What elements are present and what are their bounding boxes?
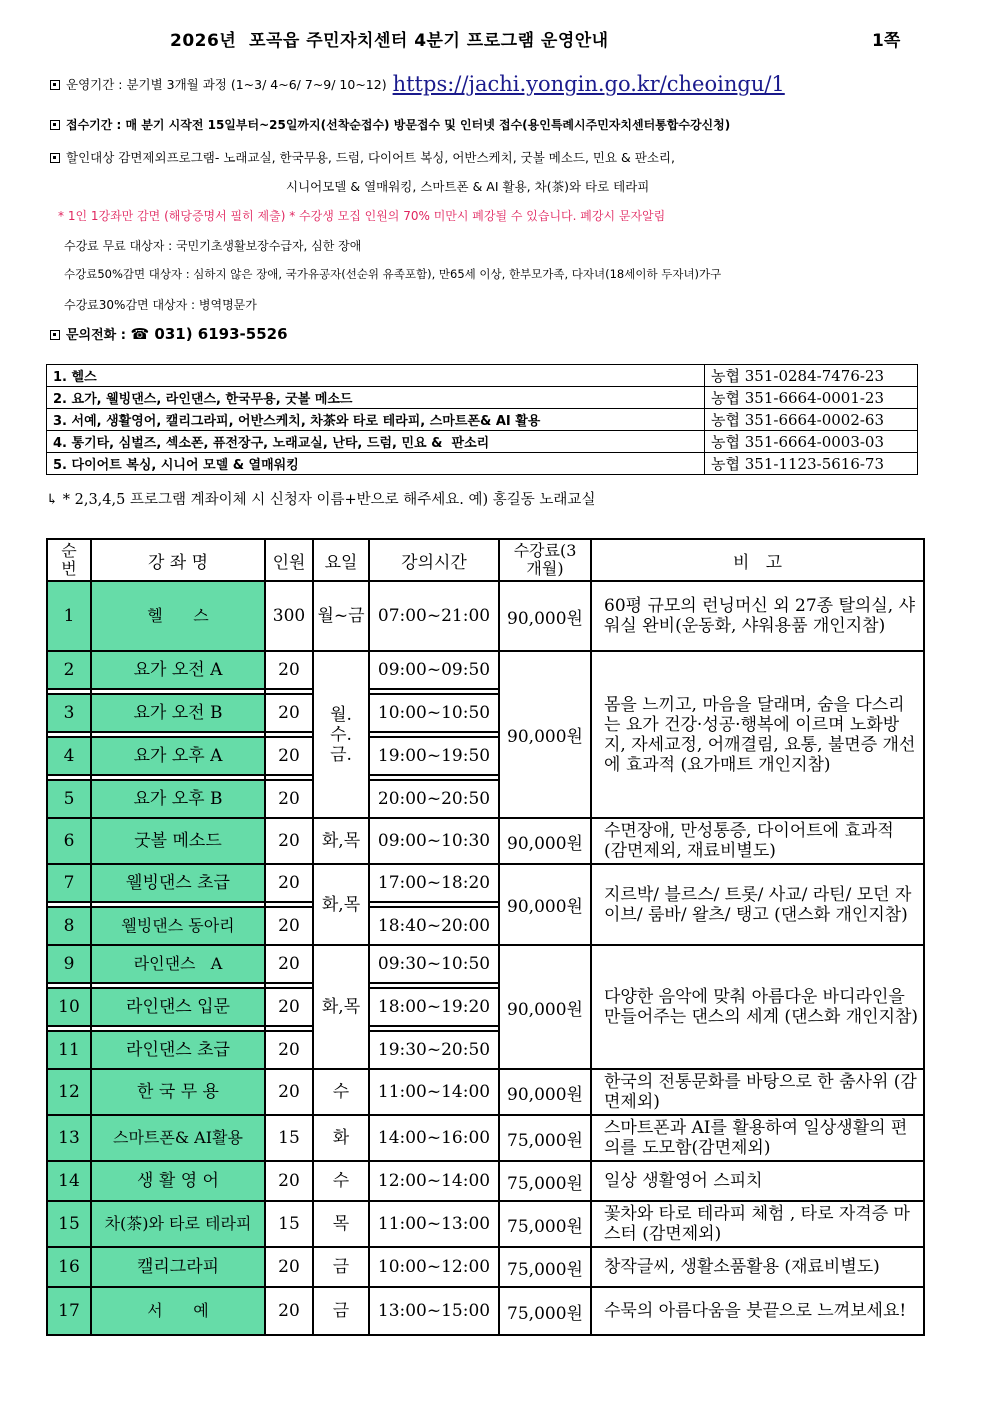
cell-day bbox=[313, 1069, 369, 1115]
thirty-discount-eligibility: 수강료30%감면 대상자 : 병역명문가 bbox=[64, 298, 257, 312]
cell-name bbox=[91, 581, 265, 651]
table-row bbox=[47, 1287, 924, 1335]
info-reception: 접수기간 : 매 분기 시작전 15일부터~25일까지(선착순접수) 방문접수 및 인터넷 접수(용인특례시주민자치센터통합수강신청) bbox=[66, 118, 731, 132]
program-name: 생 활 영 어 bbox=[137, 1171, 219, 1191]
cell-time: 11:00~13:00 bbox=[369, 1201, 499, 1247]
day-text: 화,목 bbox=[321, 894, 361, 915]
cell-remark: 60평 규모의 런닝머신 외 27종 탈의실, 샤워실 완비(운동화, 샤워용품 개인지참) bbox=[591, 581, 924, 651]
cell-name bbox=[91, 945, 265, 983]
cell-name bbox=[91, 1115, 265, 1161]
cell-name bbox=[91, 780, 265, 818]
header-name: 강 좌 명 bbox=[91, 539, 265, 581]
cell-remark: 스마트폰과 AI를 활용하여 일상생활의 편의를 도모함(감면제외) bbox=[591, 1115, 924, 1161]
bank-row bbox=[47, 453, 918, 475]
cell-remark: 창작글씨, 생활소품활용 (재료비별도) bbox=[591, 1247, 924, 1287]
cell-fee: 75,000원 bbox=[499, 1201, 591, 1247]
cell-capacity: 20 bbox=[265, 988, 313, 1026]
program-name: 라인댄스 입문 bbox=[126, 997, 230, 1017]
bank-account-number: 농협 351-6664-0002-63 bbox=[705, 409, 918, 431]
table-row bbox=[47, 864, 924, 902]
table-header-row bbox=[47, 539, 924, 581]
cell-capacity: 20 bbox=[265, 818, 313, 864]
table-row bbox=[47, 1201, 924, 1247]
table-row bbox=[47, 945, 924, 983]
cell-time: 19:30~20:50 bbox=[369, 1031, 499, 1069]
day-text: 월.수.금. bbox=[330, 704, 352, 765]
cell-capacity: 15 bbox=[265, 1115, 313, 1161]
cell-fee: 75,000원 bbox=[499, 1161, 591, 1201]
cell-no: 3 bbox=[47, 694, 91, 732]
cell-no: 17 bbox=[47, 1287, 91, 1335]
cell-remark: 일상 생활영어 스피치 bbox=[591, 1161, 924, 1201]
day-text: 화,목 bbox=[321, 997, 361, 1017]
cell-capacity: 15 bbox=[265, 1201, 313, 1247]
program-name: 요가 오후 A bbox=[133, 746, 223, 766]
cell-time: 07:00~21:00 bbox=[369, 581, 499, 651]
cell-capacity: 20 bbox=[265, 1161, 313, 1201]
cell-name bbox=[91, 1201, 265, 1247]
cell-no: 15 bbox=[47, 1201, 91, 1247]
cell-name bbox=[91, 818, 265, 864]
program-name: 요가 오전 A bbox=[133, 660, 223, 680]
cell-capacity: 20 bbox=[265, 945, 313, 983]
transfer-note: ↳ * 2,3,4,5 프로그램 계좌이체 시 신청자 이름+반으로 해주세요. 예) 홍길동 노래교실 bbox=[46, 492, 596, 508]
cell-capacity: 20 bbox=[265, 907, 313, 945]
day-text: 화,목 bbox=[321, 831, 361, 851]
cell-fee: 75,000원 bbox=[499, 1247, 591, 1287]
bank-programs: 1. 헬스 bbox=[47, 365, 705, 387]
cell-capacity: 20 bbox=[265, 737, 313, 775]
cell-no: 13 bbox=[47, 1115, 91, 1161]
cell-no: 10 bbox=[47, 988, 91, 1026]
square-bullet-icon bbox=[50, 330, 60, 340]
cell-no: 6 bbox=[47, 818, 91, 864]
cell-name bbox=[91, 694, 265, 732]
cell-time: 09:30~10:50 bbox=[369, 945, 499, 983]
cell-day bbox=[313, 651, 369, 818]
program-name: 웰빙댄스 초급 bbox=[126, 873, 230, 893]
cell-no: 1 bbox=[47, 581, 91, 651]
square-bullet-icon bbox=[50, 153, 60, 163]
cell-no: 14 bbox=[47, 1161, 91, 1201]
cell-no: 9 bbox=[47, 945, 91, 983]
warning-text: * 1인 1강좌만 감면 (해당증명서 필히 제출) * 수강생 모집 인원의 70% 미만시 폐강될 수 있습니다. 폐강시 문자알림 bbox=[58, 209, 666, 223]
info-period: 운영기간 : 분기별 3개월 과정 (1~3/ 4~6/ 7~9/ 10~12) bbox=[66, 77, 387, 92]
cell-fee: 90,000원 bbox=[499, 651, 591, 818]
square-bullet-icon bbox=[50, 80, 60, 90]
cell-time: 09:00~10:30 bbox=[369, 818, 499, 864]
day-text: 수 bbox=[332, 1171, 350, 1191]
cell-day bbox=[313, 1287, 369, 1335]
cell-name bbox=[91, 651, 265, 689]
info-reception-line bbox=[50, 116, 730, 133]
cell-name bbox=[91, 907, 265, 945]
table-row bbox=[47, 651, 924, 689]
header-capacity: 인원 bbox=[265, 539, 313, 581]
bank-row bbox=[47, 365, 918, 387]
day-text: 금 bbox=[332, 1301, 350, 1321]
program-name: 캘리그라피 bbox=[136, 1257, 220, 1277]
cell-time: 19:00~19:50 bbox=[369, 737, 499, 775]
header-day: 요일 bbox=[313, 539, 369, 581]
cell-day bbox=[313, 864, 369, 945]
header-time: 강의시간 bbox=[369, 539, 499, 581]
cell-remark: 다양한 음악에 맞춰 아름다운 바디라인을 만들어주는 댄스의 세계 (댄스화 개인지참) bbox=[591, 945, 924, 1069]
header-remark: 비 고 bbox=[591, 539, 924, 581]
cell-name bbox=[91, 1161, 265, 1201]
program-name: 헬 스 bbox=[147, 606, 209, 625]
table-row bbox=[47, 1161, 924, 1201]
program-name: 서 예 bbox=[147, 1301, 209, 1320]
program-name: 요가 오후 B bbox=[133, 789, 223, 809]
bank-programs: 5. 다이어트 복싱, 시니어 모델 & 열매워킹 bbox=[47, 453, 705, 475]
bank-account-table bbox=[46, 364, 918, 475]
day-text: 금 bbox=[332, 1257, 350, 1277]
cell-no: 2 bbox=[47, 651, 91, 689]
cell-no: 11 bbox=[47, 1031, 91, 1069]
cell-no: 7 bbox=[47, 864, 91, 902]
cell-name bbox=[91, 864, 265, 902]
cell-day bbox=[313, 945, 369, 1069]
website-link[interactable]: https://jachi.yongin.go.kr/cheoingu/1 bbox=[392, 72, 785, 96]
cell-day bbox=[313, 1161, 369, 1201]
program-table bbox=[46, 538, 925, 1336]
table-row bbox=[47, 1247, 924, 1287]
cell-fee: 90,000원 bbox=[499, 945, 591, 1069]
page-header bbox=[0, 26, 992, 54]
table-row bbox=[47, 1069, 924, 1115]
page-number: 1쪽 bbox=[872, 31, 901, 51]
cell-capacity: 20 bbox=[265, 1247, 313, 1287]
table-row bbox=[47, 818, 924, 864]
cell-remark: 꽃차와 타로 테라피 체험 , 타로 자격증 마스터 (감면제외) bbox=[591, 1201, 924, 1247]
bank-programs: 3. 서예, 생활영어, 캘리그라피, 어반스케치, 차茶와 타로 테라피, 스마트폰& AI 활용 bbox=[47, 409, 705, 431]
cell-capacity: 20 bbox=[265, 1069, 313, 1115]
bank-row bbox=[47, 387, 918, 409]
cell-capacity: 300 bbox=[265, 581, 313, 651]
cell-fee: 90,000원 bbox=[499, 818, 591, 864]
program-name: 라인댄스 A bbox=[133, 954, 223, 973]
cell-name bbox=[91, 988, 265, 1026]
cell-name bbox=[91, 1247, 265, 1287]
day-text: 목 bbox=[332, 1214, 350, 1234]
free-eligibility: 수강료 무료 대상자 : 국민기초생활보장수급자, 심한 장애 bbox=[64, 239, 362, 253]
header-fee: 수강료(3개월) bbox=[499, 539, 591, 581]
header-no: 순번 bbox=[47, 539, 91, 581]
cell-fee: 90,000원 bbox=[499, 581, 591, 651]
bank-account-number: 농협 351-0284-7476-23 bbox=[705, 365, 918, 387]
program-name: 굿볼 메소드 bbox=[134, 831, 222, 851]
cell-fee: 90,000원 bbox=[499, 864, 591, 945]
cell-time: 09:00~09:50 bbox=[369, 651, 499, 689]
cell-time: 18:40~20:00 bbox=[369, 907, 499, 945]
bank-programs: 2. 요가, 웰빙댄스, 라인댄스, 한국무용, 굿볼 메소드 bbox=[47, 387, 705, 409]
cell-time: 14:00~16:00 bbox=[369, 1115, 499, 1161]
bank-row bbox=[47, 431, 918, 453]
cell-capacity: 20 bbox=[265, 694, 313, 732]
bank-row bbox=[47, 409, 918, 431]
info-discount-1: 할인대상 감면제외프로그램- 노래교실, 한국무용, 드럼, 다이어트 복싱, 어반스케치, 굿볼 메소드, 민요 & 판소리, bbox=[66, 150, 675, 165]
bank-account-number: 농협 351-6664-0003-03 bbox=[705, 431, 918, 453]
square-bullet-icon bbox=[50, 120, 60, 130]
info-discount-line bbox=[50, 148, 675, 166]
cell-time: 10:00~12:00 bbox=[369, 1247, 499, 1287]
cell-no: 8 bbox=[47, 907, 91, 945]
cell-remark: 한국의 전통문화를 바탕으로 한 춤사위 (감면제외) bbox=[591, 1069, 924, 1115]
inquiry-label: 문의전화 : bbox=[66, 328, 131, 343]
info-period-line bbox=[50, 72, 785, 96]
cell-time: 18:00~19:20 bbox=[369, 988, 499, 1026]
cell-no: 5 bbox=[47, 780, 91, 818]
table-row bbox=[47, 581, 924, 651]
cell-time: 13:00~15:00 bbox=[369, 1287, 499, 1335]
cell-no: 16 bbox=[47, 1247, 91, 1287]
cell-day bbox=[313, 1201, 369, 1247]
cell-no: 12 bbox=[47, 1069, 91, 1115]
cell-fee: 75,000원 bbox=[499, 1287, 591, 1335]
bank-account-number: 농협 351-1123-5616-73 bbox=[705, 453, 918, 475]
cell-day bbox=[313, 581, 369, 651]
cell-name bbox=[91, 1031, 265, 1069]
cell-time: 11:00~14:00 bbox=[369, 1069, 499, 1115]
cell-remark: 수면장애, 만성통증, 다이어트에 효과적 (감면제외, 재료비별도) bbox=[591, 818, 924, 864]
page-title: 2026년 포곡읍 주민자치센터 4분기 프로그램 운영안내 bbox=[170, 31, 609, 51]
cell-name bbox=[91, 1069, 265, 1115]
info-discount-2: 시니어모델 & 열매워킹, 스마트폰 & AI 활용, 차(茶)와 타로 테라피 bbox=[286, 179, 650, 194]
cell-capacity: 20 bbox=[265, 1287, 313, 1335]
cell-capacity: 20 bbox=[265, 864, 313, 902]
cell-remark: 몸을 느끼고, 마음을 달래며, 숨을 다스리는 요가 건강·성공·행복에 이르며 노화방지, 자세교정, 어깨결림, 요통, 불면증 개선에 효과적 (요가매트 개인지참) bbox=[591, 651, 924, 818]
cell-time: 20:00~20:50 bbox=[369, 780, 499, 818]
cell-name bbox=[91, 737, 265, 775]
cell-day bbox=[313, 818, 369, 864]
day-text: 월~금 bbox=[317, 606, 365, 626]
inquiry-line bbox=[50, 324, 288, 343]
cell-no: 4 bbox=[47, 737, 91, 775]
cell-fee: 75,000원 bbox=[499, 1115, 591, 1161]
program-name: 스마트폰& AI활용 bbox=[113, 1128, 243, 1147]
cell-capacity: 20 bbox=[265, 1031, 313, 1069]
inquiry-phone: ☎ 031) 6193-5526 bbox=[130, 325, 288, 343]
bank-programs: 4. 통기타, 심벌즈, 섹소폰, 퓨전장구, 노래교실, 난타, 드럼, 민요 & 판소리 bbox=[47, 431, 705, 453]
cell-day bbox=[313, 1247, 369, 1287]
program-name: 차(茶)와 타로 테라피 bbox=[104, 1214, 252, 1233]
program-name: 웰빙댄스 동아리 bbox=[121, 916, 235, 935]
table-row bbox=[47, 1115, 924, 1161]
cell-capacity: 20 bbox=[265, 651, 313, 689]
cell-name bbox=[91, 1287, 265, 1335]
cell-remark: 지르박/ 블르스/ 트롯/ 사교/ 라틴/ 모던 자이브/ 룸바/ 왈츠/ 탱고 (댄스화 개인지참) bbox=[591, 864, 924, 945]
day-text: 화 bbox=[332, 1128, 350, 1148]
program-name: 라인댄스 초급 bbox=[126, 1040, 230, 1060]
cell-remark: 수묵의 아름다움을 붓끝으로 느껴보세요! bbox=[591, 1287, 924, 1335]
day-text: 수 bbox=[332, 1082, 350, 1102]
program-name: 요가 오전 B bbox=[133, 703, 223, 723]
cell-time: 17:00~18:20 bbox=[369, 864, 499, 902]
bank-account-number: 농협 351-6664-0001-23 bbox=[705, 387, 918, 409]
cell-capacity: 20 bbox=[265, 780, 313, 818]
cell-fee: 90,000원 bbox=[499, 1069, 591, 1115]
cell-time: 12:00~14:00 bbox=[369, 1161, 499, 1201]
half-discount-eligibility: 수강료50%감면 대상자 : 심하지 않은 장애, 국가유공자(선순위 유족포함), 만65세 이상, 한부모가족, 다자녀(18세이하 두자녀)가구 bbox=[64, 267, 722, 281]
cell-time: 10:00~10:50 bbox=[369, 694, 499, 732]
cell-day bbox=[313, 1115, 369, 1161]
program-name: 한 국 무 용 bbox=[137, 1082, 219, 1102]
